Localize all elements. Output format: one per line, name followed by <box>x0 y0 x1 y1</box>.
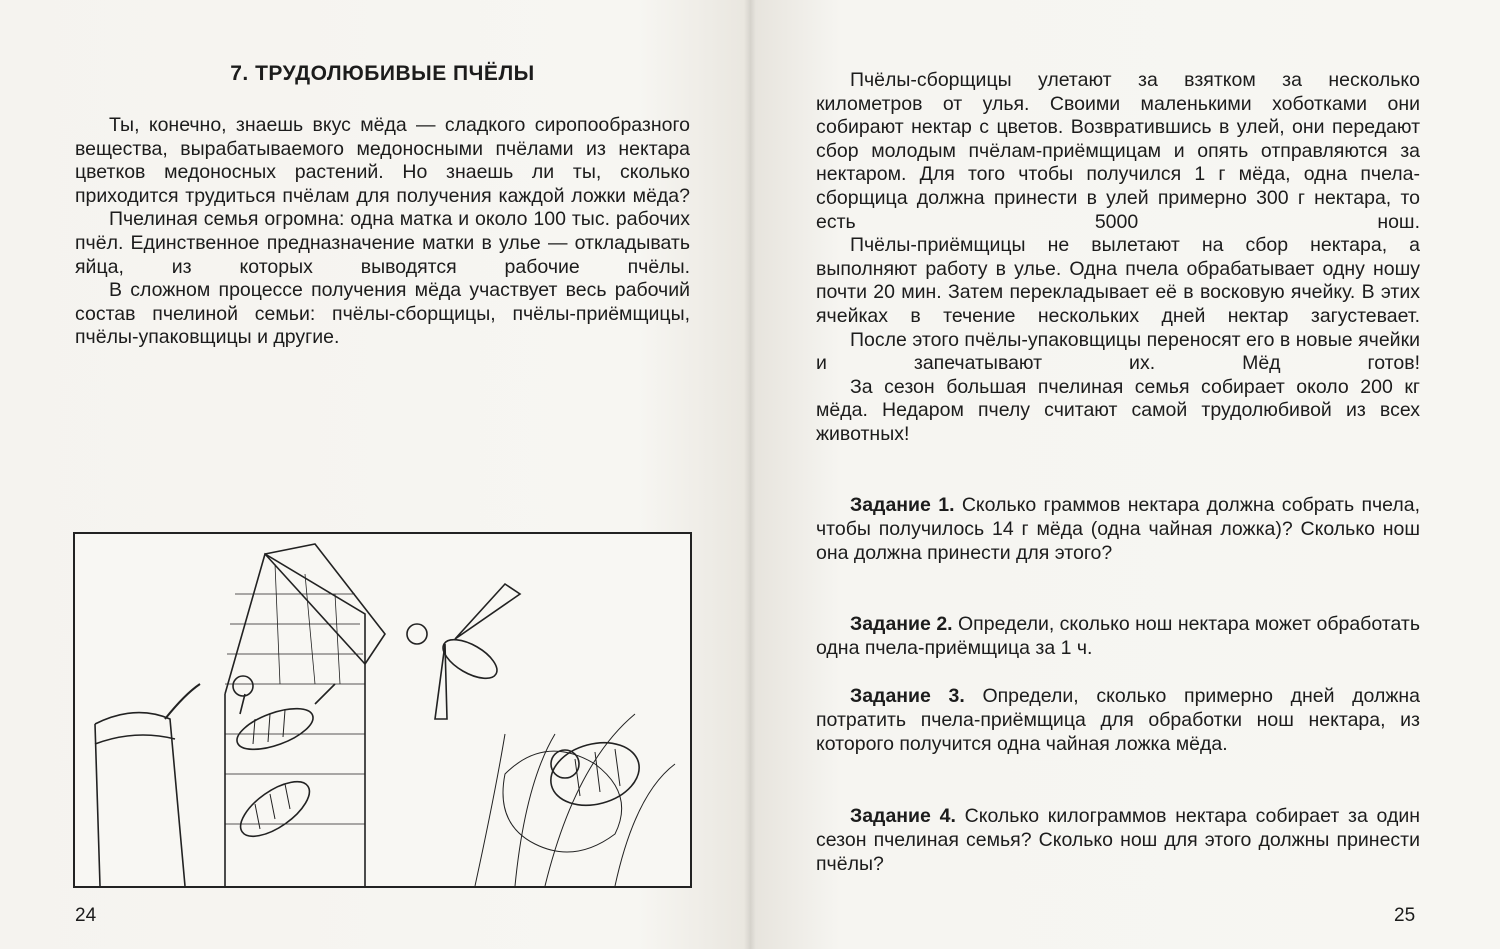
task-text: Определи, сколько примерно дней должна потратить пчела-приёмщица для обработки нош нектара, из которого получится одна чайная ложка мёда. <box>816 685 1420 755</box>
chapter-title: 7. ТРУДОЛЮБИВЫЕ ПЧЁЛЫ <box>230 62 535 85</box>
book-spine <box>744 0 756 949</box>
paragraph: Пчёлы-сборщицы улетают за взятком за несколько километров от улья. Своими маленькими хоботками они собирают нектар с цветов. Возвратившись в улей, они передают сбор молодым пчёлам-приёмщицам и опять отправляются за нектаром. Для того чтобы получился 1 г мёда, одна пчела-сборщица должна принести в улей примерно 300 г нектара, то есть 5000 нош. <box>816 69 1420 233</box>
task-text: Определи, сколько нош нектара может обработать одна пчела-приёмщица за 1 ч. <box>816 613 1420 659</box>
paragraph: За сезон большая пчелиная семья собирает около 200 кг мёда. Недаром пчелу считают самой трудолюбивой из всех животных! <box>816 375 1420 445</box>
task-4 <box>816 804 1420 876</box>
paragraph: После этого пчёлы-упаковщицы переносят его в новые ячейки и запечатывают их. Мёд готов! <box>816 328 1420 375</box>
task-label: Задание 3. <box>850 685 965 707</box>
task-label: Задание 4. <box>850 805 956 827</box>
task-3 <box>816 684 1420 756</box>
task-1 <box>816 493 1420 565</box>
left-body-text <box>75 114 690 350</box>
bees-drawing <box>75 534 690 886</box>
task-label: Задание 1. <box>850 494 955 516</box>
paragraph: Ты, конечно, знаешь вкус мёда — сладкого сиропообразного вещества, вырабатываемого медоносными пчёлами из нектара цветков медоносных растений. Но знаешь ли ты, сколько приходится трудиться пчёлам для получения каждой ложки мёда? <box>75 114 690 207</box>
task-text: Сколько граммов нектара должна собрать пчела, чтобы получилось 14 г мёда (одна чайная ложка)? Сколько нош она должна принести для этого? <box>816 494 1421 564</box>
paragraph: В сложном процессе получения мёда участвует весь рабочий состав пчелиной семьи: пчёлы-сборщицы, пчёлы-приёмщицы, пчёлы-упаковщицы и другие. <box>75 279 690 349</box>
task-2 <box>816 612 1420 660</box>
paragraph: Пчёлы-приёмщицы не вылетают на сбор нектара, а выполняют работу в улье. Одна пчела обрабатывает одну ношу почти 20 мин. Затем перекладывает её в восковую ячейку. В этих ячейках в течение нескольких дней нектар загустевает. <box>816 234 1420 327</box>
page-number-right: 25 <box>1394 905 1416 926</box>
paragraph: Пчелиная семья огромна: одна матка и около 100 тыс. рабочих пчёл. Единственное предназначение матки в улье — откладывать яйца, из которых выводятся рабочие пчёлы. <box>75 208 690 278</box>
page-number-left: 24 <box>75 905 97 926</box>
task-text: Сколько килограммов нектара собирает за один сезон пчелиная семья? Сколько нош для этого должны принести пчёлы? <box>816 805 1420 875</box>
bees-illustration <box>73 532 692 888</box>
task-label: Задание 2. <box>850 613 953 635</box>
right-body-text <box>816 69 1420 447</box>
